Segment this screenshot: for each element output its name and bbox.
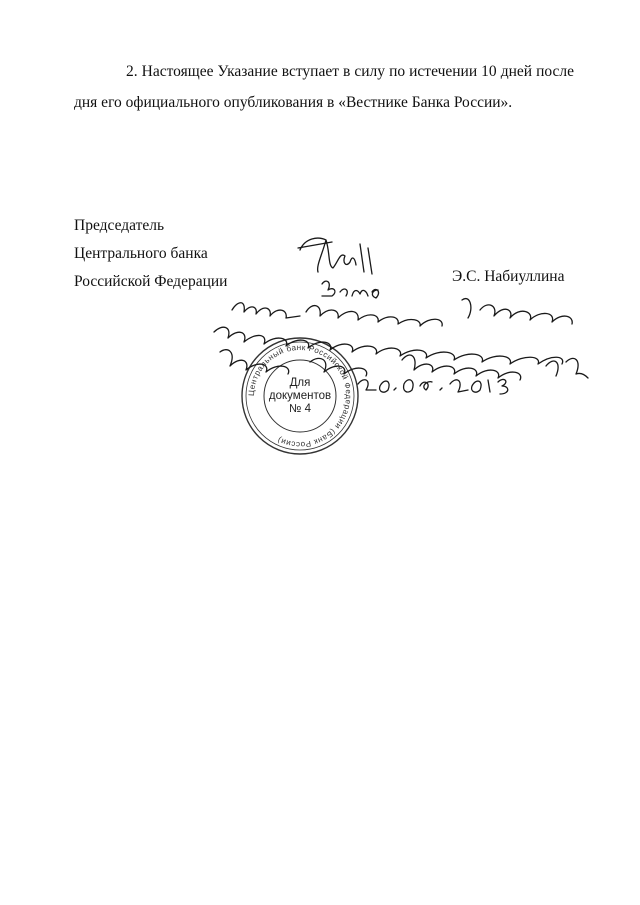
signature-scribble-icon — [298, 238, 372, 274]
paragraph-effective-date: 2. Настоящее Указание вступает в силу по истечении 10 дней после дня его официального опубликования в «Вестнике Банка России». — [74, 63, 574, 111]
position-line: Российской Федерации — [74, 273, 228, 290]
signer-name: Э.С. Набиуллина — [452, 268, 565, 285]
official-seal — [240, 336, 360, 456]
position-line: Центрального банка — [74, 245, 208, 262]
seal-ring-text: Центральный банк Российской Федерации (Банк России) — [246, 342, 354, 450]
signature-position-block — [74, 212, 227, 296]
seal-inner-line: № 4 — [289, 402, 311, 415]
seal-inner-line: Для — [289, 376, 311, 389]
position-line: Председатель — [74, 217, 165, 234]
seal-inner-line: документов — [268, 389, 332, 402]
